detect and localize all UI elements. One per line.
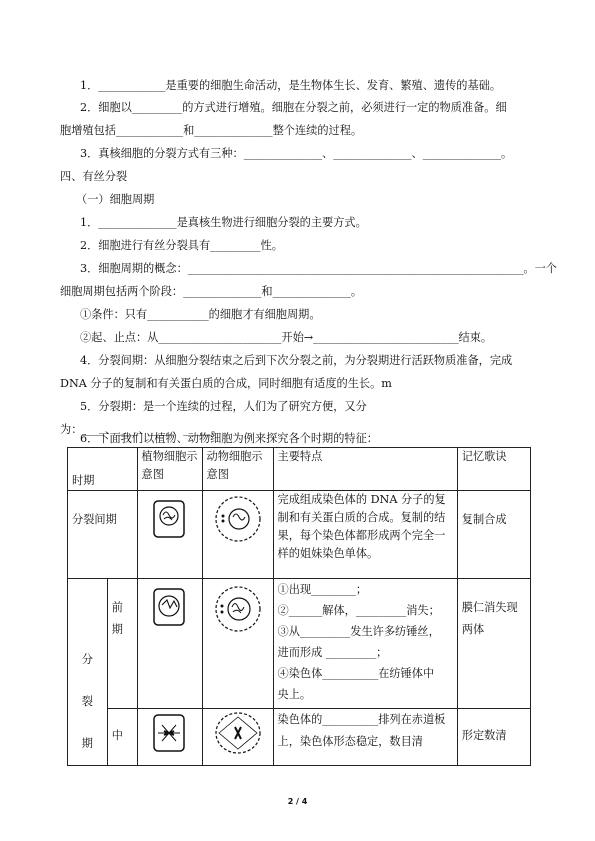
metaphase-mnemonic: 形定数清 [457, 709, 530, 766]
plant-cell-prophase-icon [142, 579, 198, 659]
item-3: 3．真核细胞的分裂方式有三种：______________、______________、______________。 [80, 147, 513, 160]
mitosis-item-4-line2: DNA 分子的复制和有关蛋白质的合成，同时细胞有适度的生长。m [60, 377, 392, 390]
mitosis-item-3-line1: 3．细胞周期的概念：____________________________________________________________。一个 [80, 262, 557, 275]
mitosis-item-3-start-end: ②起、止点：从______________________开始→__________________________结束。 [80, 331, 493, 344]
mitosis-item-6: 6．下面我们以植物、动物细胞为例来探究各个时期的特征： [80, 432, 378, 445]
interphase-animal-cell [202, 491, 273, 579]
mitosis-item-2: 2．细胞进行有丝分裂具有_________性。 [80, 239, 283, 252]
mitosis-item-3-condition: ①条件：只有___________的细胞才有细胞周期。 [80, 308, 321, 321]
phase-table [67, 447, 531, 766]
header-animal-diagram: 动物细胞示意图 [202, 448, 273, 491]
mitosis-label-char-1: 分 [81, 653, 93, 666]
prophase-features [273, 579, 457, 709]
prophase-feature-2: ②______解体，_________消失； [277, 604, 440, 617]
item-2-line1: 2．细胞以_________的方式进行增殖。细胞在分裂之前，必须进行一定的物质准备。细 [80, 101, 507, 114]
item-2-line2: 胞增殖包括____________和______________整个连续的过程。 [60, 124, 363, 137]
header-plant-diagram: 植物细胞示意图 [137, 448, 202, 491]
plant-cell-metaphase-icon [142, 709, 198, 761]
metaphase-animal-cell [202, 709, 273, 766]
mitosis-item-5-line1: 5．分裂期：是一个连续的过程，人们为了研究方便，又分 [80, 400, 367, 413]
prophase-feature-4: ④染色体__________在纺锤体中 [277, 667, 435, 680]
metaphase-label: 中 [107, 709, 137, 766]
item-1: 1．____________是重要的细胞生命活动，是生物体生长、发育、繁殖、遗传的基础。 [80, 79, 502, 92]
mitosis-item-1: 1．______________是真核生物进行细胞分裂的主要方式。 [80, 216, 367, 229]
subsection-heading: （一）细胞周期 [76, 193, 155, 206]
mitosis-item-4-line1: 4．分裂间期：从细胞分裂结束之后到下次分裂之前，为分裂期进行活跃物质准备，完成 [80, 354, 513, 367]
prophase-plant-cell [137, 579, 202, 709]
mitosis-label-char-3: 期 [81, 737, 93, 750]
page-number: 2 / 4 [287, 797, 308, 806]
interphase-features: 完成组成染色体的 DNA 分子的复制和有关蛋白质的合成。复制的结果，每个染色体都形成两个完全一样的姐妹染色单体。 [273, 491, 457, 579]
header-mnemonic: 记忆歌诀 [457, 448, 530, 491]
interphase-label: 分裂间期 [68, 491, 138, 579]
metaphase-features: 染色体的__________排列在赤道板上，染色体形态稳定，数目清 [273, 709, 457, 766]
animal-cell-interphase-icon [207, 491, 269, 561]
metaphase-plant-cell [137, 709, 202, 766]
prophase-animal-cell [202, 579, 273, 709]
interphase-mnemonic: 复制合成 [457, 491, 530, 579]
mitosis-item-3-line2: 细胞周期包括两个阶段：______________和______________。 [60, 285, 363, 298]
header-period: 时期 [68, 448, 138, 491]
prophase-label: 前期 [107, 579, 137, 709]
prophase-mnemonic: 膜仁消失现两体 [457, 579, 530, 709]
header-features: 主要特点 [273, 448, 457, 491]
animal-cell-metaphase-icon [207, 709, 269, 761]
mitosis-item-5-line2: 为：____、____、____、_____。 [60, 423, 223, 436]
mitosis-label-char-2: 裂 [81, 695, 93, 708]
mitosis-period-label [68, 579, 108, 766]
animal-cell-prophase-icon [207, 579, 269, 659]
interphase-plant-cell [137, 491, 202, 579]
prophase-feature-3: ③从_________发生许多纺锤丝， [277, 625, 440, 638]
section-heading: 四、有丝分裂 [60, 170, 128, 183]
plant-cell-interphase-icon [142, 491, 198, 561]
prophase-feature-1: ①出现________； [277, 583, 368, 596]
prophase-feature-4b: 央上。 [277, 688, 312, 701]
prophase-feature-3b: 进而形成 _________； [277, 646, 388, 659]
